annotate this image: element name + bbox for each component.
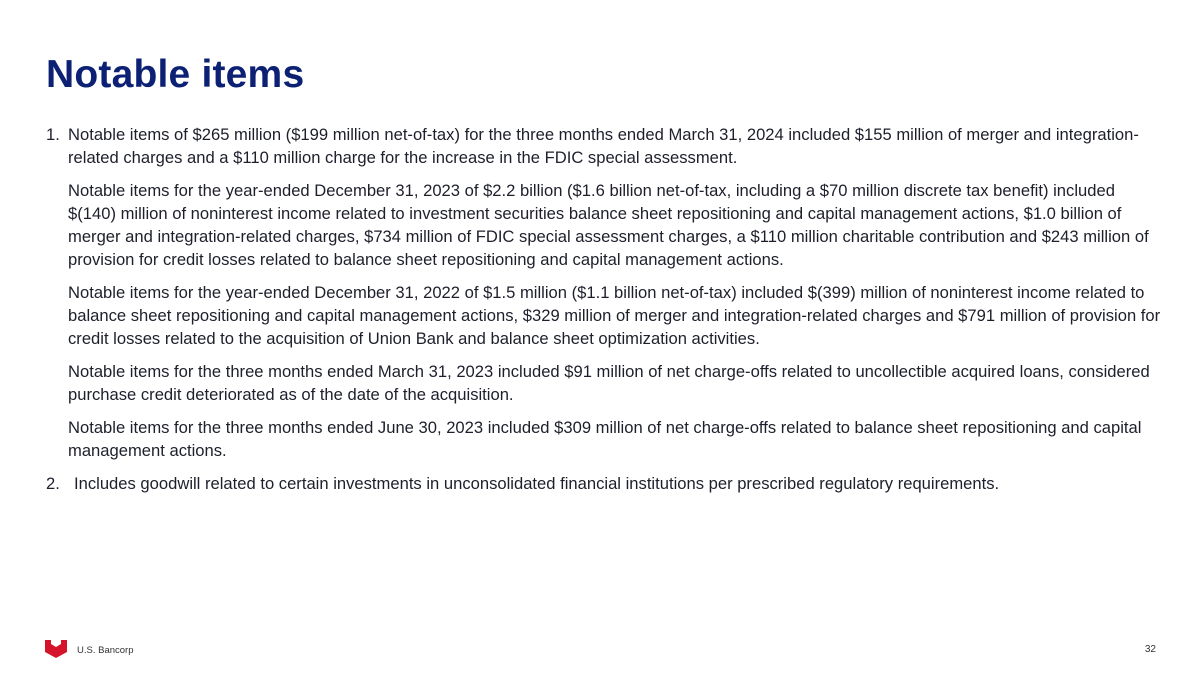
footnote-2 xyxy=(46,472,1161,495)
footnote-paragraph: Notable items for the three months ended June 30, 2023 included $309 million of net charge-offs related to balance sheet repositioning and capital management actions. xyxy=(68,418,1142,460)
page-title: Notable items xyxy=(46,53,305,96)
company-name: U.S. Bancorp xyxy=(77,645,134,656)
footnote-paragraph: Includes goodwill related to certain investments in unconsolidated financial institutions per prescribed regulatory requirements. xyxy=(74,474,1000,493)
footnote-paragraph: Notable items of $265 million ($199 million net-of-tax) for the three months ended March 31, 2024 included $155 million of merger and integration-related charges and a $110 million charge for the increase in the FDIC special assessment. xyxy=(68,125,1139,167)
footnote-1 xyxy=(46,123,1161,462)
footnote-number: 2. xyxy=(46,474,60,493)
footnote-paragraph: Notable items for the year-ended December 31, 2022 of $1.5 million ($1.1 billion net-of-tax) included $(399) million of noninterest income related to balance sheet repositioning and capital management actions, $329 million of merger and integration-related charges and $791 million of provision for credit losses related to the acquisition of Union Bank and balance sheet optimization activities. xyxy=(68,283,1161,348)
usbank-shield-icon xyxy=(45,640,67,658)
footnote-paragraph: Notable items for the year-ended December 31, 2023 of $2.2 billion ($1.6 billion net-of-tax, including a $70 million discrete tax benefit) included $(140) million of noninterest income related to investment securities balance sheet repositioning and capital management actions, $1.0 billion of merger and integration-related charges, $734 million of FDIC special assessment charges, a $110 million charitable contribution and $243 million of provision for credit losses related to balance sheet repositioning and capital management actions. xyxy=(68,181,1149,269)
footnote-number: 1. xyxy=(46,125,60,144)
page-number: 32 xyxy=(1144,644,1156,655)
footnote-paragraph: Notable items for the three months ended March 31, 2023 included $91 million of net charge-offs related to uncollectible acquired loans, considered purchase credit deteriorated as of the date of the acquisition. xyxy=(68,362,1150,404)
footnotes xyxy=(46,123,1161,505)
